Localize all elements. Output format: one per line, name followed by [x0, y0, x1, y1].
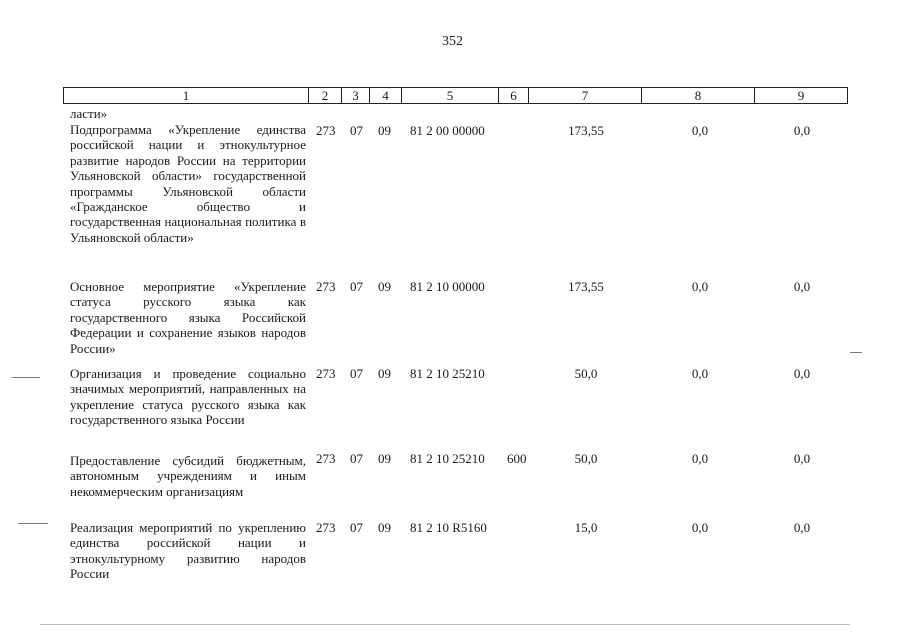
scan-artifact — [12, 377, 40, 378]
row-description: Подпрограмма «Укрепление единства российской нации и этнокультурное развитие народов России на территории Ульяновской области» государственной программы Ульяновской области «Гражданское общество и государственная национальная политика в Ульяновской области» — [70, 122, 306, 245]
row-col-8: 0,0 — [691, 520, 709, 535]
row-col-6: 600 — [507, 451, 527, 466]
scan-artifact — [18, 523, 48, 524]
row-col-4: 09 — [378, 123, 391, 138]
row-col-9: 0,0 — [793, 366, 811, 381]
header-col-8: 8 — [642, 88, 755, 103]
row-col-4: 09 — [378, 451, 391, 466]
row-col-7: 50,0 — [574, 451, 598, 466]
row-col-3: 07 — [350, 123, 363, 138]
row-col-5: 81 2 10 R5160 — [410, 520, 487, 535]
header-col-6: 6 — [499, 88, 529, 103]
row-col-8: 0,0 — [691, 279, 709, 294]
row-col-2: 273 — [316, 451, 336, 466]
table-header-row — [63, 87, 848, 104]
row-col-8: 0,0 — [691, 451, 709, 466]
row-col-7: 173,55 — [568, 123, 604, 138]
row-col-4: 09 — [378, 279, 391, 294]
row-col-7: 15,0 — [574, 520, 598, 535]
row-col-7: 50,0 — [574, 366, 598, 381]
row-col-7: 173,55 — [568, 279, 604, 294]
header-col-7: 7 — [529, 88, 642, 103]
row-col-9: 0,0 — [793, 451, 811, 466]
row-col-4: 09 — [378, 366, 391, 381]
header-col-5: 5 — [402, 88, 499, 103]
row-col-3: 07 — [350, 366, 363, 381]
row-col-8: 0,0 — [691, 123, 709, 138]
row-col-3: 07 — [350, 520, 363, 535]
row-col-2: 273 — [316, 123, 336, 138]
row-col-5: 81 2 10 00000 — [410, 279, 485, 294]
row-col-5: 81 2 10 25210 — [410, 451, 485, 466]
header-col-1: 1 — [64, 88, 309, 103]
scan-artifact — [850, 352, 862, 353]
header-col-4: 4 — [370, 88, 402, 103]
scan-artifact — [40, 624, 850, 625]
row-col-8: 0,0 — [691, 366, 709, 381]
row-col-5: 81 2 00 00000 — [410, 123, 485, 138]
row-description: Организация и проведение социально значимых мероприятий, направленных на укрепление статуса русского языка как государственного языка России — [70, 366, 306, 428]
page-number: 352 — [442, 34, 463, 49]
row-col-2: 273 — [316, 366, 336, 381]
continuation-text: ласти» — [70, 106, 108, 121]
row-col-9: 0,0 — [793, 520, 811, 535]
row-description: Основное мероприятие «Укрепление статуса русского языка как государственного языка Российской Федерации и сохранение языков народов России» — [70, 279, 306, 356]
row-col-4: 09 — [378, 520, 391, 535]
row-col-2: 273 — [316, 520, 336, 535]
row-col-9: 0,0 — [793, 279, 811, 294]
row-description: Предоставление субсидий бюджетным, автономным учреждениям и иным некоммерческим организациям — [70, 453, 306, 499]
row-col-3: 07 — [350, 451, 363, 466]
row-col-2: 273 — [316, 279, 336, 294]
header-col-2: 2 — [309, 88, 342, 103]
row-col-5: 81 2 10 25210 — [410, 366, 485, 381]
header-col-3: 3 — [342, 88, 370, 103]
header-col-9: 9 — [797, 88, 805, 103]
row-col-9: 0,0 — [793, 123, 811, 138]
row-description: Реализация мероприятий по укреплению единства российской нации и этнокультурному развитию народов России — [70, 520, 306, 582]
row-col-3: 07 — [350, 279, 363, 294]
